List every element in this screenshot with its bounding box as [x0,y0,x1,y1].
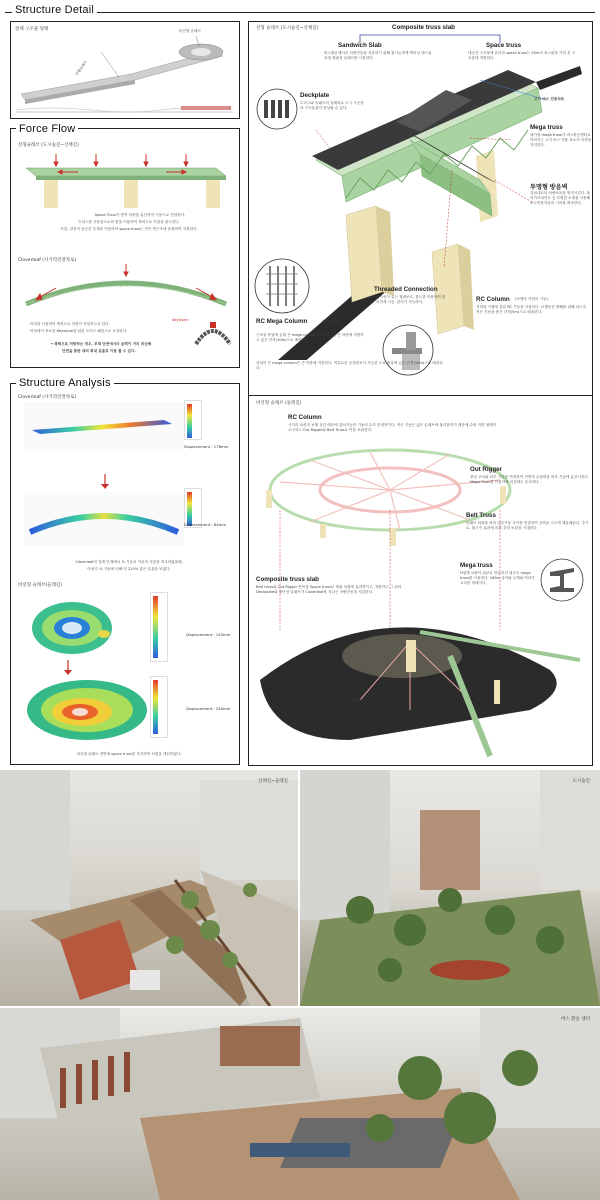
callout-mega-column-sub: (중앙 기둥) [322,319,340,323]
nl-belt-text: 슬래브 외곽을 따라 외부기둥 사이를 연결하여 응력을 고르게 재분배한다. 추가로, 횡구속 효과에 의한 추력 보강을 기대한다. [466,521,589,530]
fea-ring-result-1 [22,594,122,662]
fea-legend-bar-1 [187,404,192,438]
overall-form-panel [10,21,240,119]
force-conclusion-a: → 축력으로 저항하는 경우, 부재 단면에서의 응력이 거의 비슷해 [50,342,152,346]
section-title-structure-analysis: Structure Analysis [16,377,114,389]
callout-megatruss-text: 메가형 mega truss가 버스환승센터로 이어지는 고가 버스 전용 차로의 하중을 지지한다. [530,133,592,147]
fea-beam-result [24,402,184,452]
callout-megatruss-title: Mega truss [530,124,563,131]
keystone-label: Keystone [172,318,189,322]
displacement-4: Displacement : 240mm [186,706,231,711]
analysis-caption-1b: 아치가 보-기둥에 비해 약 210% 좋은 효율을 보였다. [87,567,171,571]
deckplate-detail-circle [256,88,298,130]
callout-deckplate-text: 트러스와 슬래브의 일체화로 도시 시공성과 구조효율이 향상될 수 있다. [300,101,364,110]
callout-deckplate-title: Deckplate [300,92,330,99]
overall-form-label: 전체 구조물 형태 [15,27,49,32]
callout-threaded-title: Threaded Connection [374,286,438,293]
nonlinear-divider [248,395,593,396]
nl-mega-text: H형재 교량이 위보로 만들어진 대규모 mega truss를 사용한다. 160m 굴이와 두께와 여러가 교차한 형태이다. [460,571,535,585]
callout-transparent-text: 강남대로의 차량소음을 방지시킨다. 폴리카보네이트 등 투명한 소재를 사용해 보도이용자들의 시야를 확보한다. [530,191,591,205]
displacement-3: Displacement : 143mm [186,632,231,637]
fea-ring-result-2 [22,676,152,744]
nl-outrigger-text: 중앙 코어와 외부 기둥을 연결하여 전면의 수평력을 외부 기둥에 분산시킨다. Mega Truss를 이용하여 처짐에도 유리하다. [470,475,590,484]
arch-force-diagram [16,262,236,312]
fea-legend-bar-2 [187,492,192,526]
callout-rc-column-title: RC Column [476,296,510,303]
fea-legend-bar-3 [153,596,158,658]
callout-sandwich-title: Sandwich Slab [338,42,382,49]
nl-rc-column-text: 사거리 차선과 보행 공간 때문에 설치가능한 기둥의 수가 한정적이다. 적은 기둥은 넓은 슬래브에 불리함이기 때문에 수평 저항 형태이 요구되고 Out Rigger와 Belt Truss로 이를 보완한다. [288,423,497,432]
render-urban-forest-tag: 도시숲길 [572,779,590,784]
mega-column-text-1: 구조물 중앙에 굳혀 큰 mega column을 필요로서, 큰 하중에 저항하고 넓은 간격(10m)으로 배치한다. [256,333,364,342]
overall-structure-drawing [11,22,239,118]
tag-nonlinear-slab: 비선형 슬래브 [179,29,201,33]
displacement-2: Displacement : 84mm [184,522,227,527]
keystone-diagram [192,316,234,346]
render-bus-transfer-tag: 버스 환승 센터 [561,1017,590,1022]
fea-arch-result [24,492,184,546]
force-sub-cloverleaf: Cloverleaf (사거리연결차로) [18,258,77,263]
down-arrow-1 [95,474,115,490]
analysis-sub-cloverleaf: Cloverleaf (사거리연결차로) [18,395,77,400]
nl-belt-title: Belt Truss [466,512,496,519]
down-arrow-2 [58,660,78,676]
force-text-1c: 또한, 강성이 동등한 부재를 이용하여 space truss는 연속 연구조에 동원하여 지정한다. [60,227,198,231]
force-conclusion-b: 단면을 통한 대비 최대 효율로 이용 할 수 있다. [62,349,136,353]
fea-ring-shape-1 [22,594,122,662]
callout-spacetruss-title: Space truss [486,42,522,49]
linear-force-diagram [16,150,236,210]
nl-outrigger-title: Out Rigger [470,466,502,473]
fea-legend-bar-4 [153,680,158,734]
nl-mega-title: Mega truss [460,562,493,569]
section-title-force-flow: Force Flow [16,123,78,135]
analysis-caption-2: 비선형 슬래브 전반에 space truss를 추가하여 처짐을 개선하였다. [76,752,182,756]
callout-spacetruss-text: 대공간 구조물에 유리한 space truss는 25m의 장스판을 가진 본 구조물에 적합하다. [468,51,576,60]
analysis-sub-nonlinear: 비선형 슬래브(둘레길) [18,583,63,588]
render-walkway [0,770,298,1006]
callout-sandwich-text: 버스환승센터의 차량진동을 저감하기 위해 접시능하게 벽러닝 샌드위치형 철판성 슬래브를 사용한다. [324,51,432,60]
nl-core-label: Core [436,686,448,692]
force-text-1a: Space Truss가 연직 하중을 분산하여 기둥으로 전달한다. [94,213,186,217]
section-title-structure-detail: Structure Detail [12,4,97,16]
render-urban-forest [300,770,600,1006]
callout-threaded-text: 나사선이 있는 철판보로, 볼트를 이용하여 편리하게 시공, 관리가 가능하다. [376,295,446,304]
force-text-2b: 아치에서 중요한 Keystone을 위한 트러스 패턴으로 보강한다. [30,329,128,333]
fea-legend-1 [184,400,202,440]
render-bus-transfer-art [0,1008,600,1200]
analysis-caption-1a: Cloverleaf의 설계 단계에서 보-기둥의 이차의 저항을 비교하였을때, [75,560,183,564]
callout-rc-column-text: 지하의 시행에 설한 RC 기둥을 사용한다. 보행동선 방해를 위해 되도록 적은 기둥을 좁은 간격(5m)으로 배치한다. [476,305,586,314]
fea-ring-shape-2 [22,676,152,744]
callout-rc-column-sub: (보행자 거점의 기둥) [515,297,548,301]
tag-linear-slab: 선형슬래브 [74,59,88,77]
render-walkway-tag: 산책길~둘레길 [258,779,288,784]
force-text-1b: 트러스를 사용함으로써 힘을 이용하여 축력으로 부담을 줄시킨다. [78,220,180,224]
fea-legend-3 [150,592,168,662]
fea-beam-shape [24,402,184,452]
nl-composite-text: Belt truss와 Out Rigger 안목을 Space truss로 채워 처짐에 효과적이고, 저항하고 그 위의 Deckplate와 평단성 슬래브가 Cloverleaf를 지나는 차량진동을 저감한다. [256,585,402,594]
callout-composite-truss: Composite truss slab [392,24,455,31]
callout-transparent-title: 투명형 방음벽 [530,184,568,191]
callout-bus-road: 고가 버스 전용차로 [534,97,565,101]
nonlinear-slab-title: 비선형 슬래브 (둘레길) [256,401,302,406]
nl-rc-column-title: RC Column [288,414,322,421]
callout-mega-column-title: RC Mega Column [256,318,308,325]
nl-composite-title: Composite truss slab [256,576,319,583]
render-urban-forest-art [300,770,600,1006]
mega-truss-section-circle [540,558,584,602]
mega-column-detail-circle [254,258,310,314]
force-text-2a: 아치를 사용하여 축력으로 하중이 저항하도록 한다. [30,322,110,326]
displacement-1: Displacement : 176mm [184,444,229,449]
linear-slab-title: 선형 슬래브 (도시숲길~산책길) [256,26,319,31]
fea-arch-shape [24,492,184,546]
mega-column-text-2: 강성이 큰 mega column은 큰 하중에 저항한다. 여유로운 공간확보가 가능한 도로 중앙에 넓은 간격(10m)으로 배치한다. [256,361,443,370]
render-bus-transfer [0,1008,600,1200]
fea-legend-4 [150,676,168,738]
force-sub-linear: 선형슬래브 (도시숲길~산책길) [18,143,79,148]
nl-cloverleaf-label: Cloverleaf [348,698,373,704]
render-walkway-art [0,770,298,1006]
